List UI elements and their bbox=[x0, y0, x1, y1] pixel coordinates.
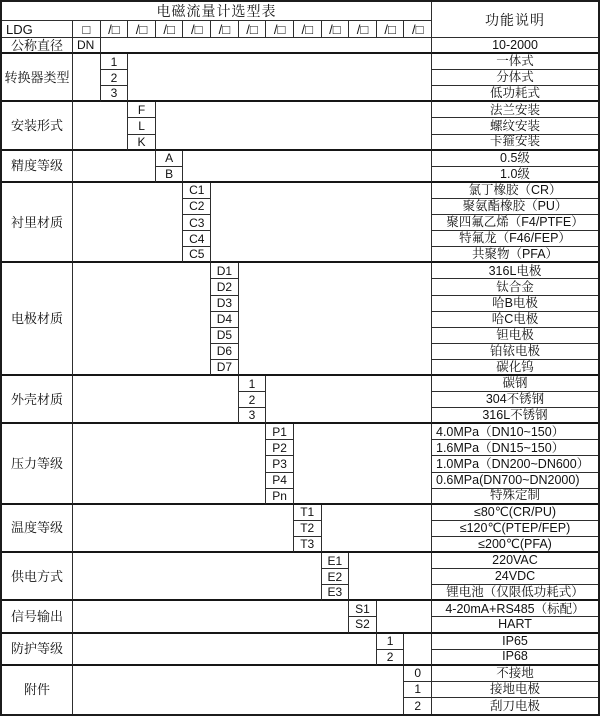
desc-cell: ≤80℃(CR/PU) bbox=[432, 505, 598, 521]
desc-cell: 哈B电极 bbox=[432, 296, 598, 312]
desc-cell: 10-2000 bbox=[432, 38, 598, 54]
category-cell: 电极材质 bbox=[2, 263, 73, 376]
code-box-slot: /□ bbox=[266, 21, 294, 38]
filler-cell bbox=[73, 553, 322, 601]
code-cell: C2 bbox=[183, 199, 211, 215]
filler-cell bbox=[73, 505, 294, 553]
desc-cell: 24VDC bbox=[432, 569, 598, 585]
code-cell: C4 bbox=[183, 231, 211, 247]
function-column-header: 功能说明 bbox=[432, 2, 598, 38]
code-cell: 1 bbox=[377, 634, 405, 650]
desc-cell: 碳化钨 bbox=[432, 360, 598, 376]
desc-cell: 316L电极 bbox=[432, 263, 598, 279]
table-title: 电磁流量计选型表 bbox=[2, 2, 432, 21]
model-prefix: LDG bbox=[2, 21, 73, 38]
desc-cell: 螺纹安装 bbox=[432, 118, 598, 134]
code-cell: A bbox=[156, 151, 184, 167]
category-cell: 安装形式 bbox=[2, 102, 73, 150]
desc-cell: 一体式 bbox=[432, 54, 598, 70]
filler-cell bbox=[239, 263, 432, 376]
code-box-slot: /□ bbox=[183, 21, 211, 38]
code-box-slot: /□ bbox=[239, 21, 267, 38]
code-cell: Pn bbox=[266, 489, 294, 505]
desc-cell: ≤200℃(PFA) bbox=[432, 537, 598, 553]
code-cell: C5 bbox=[183, 247, 211, 263]
desc-cell: 4-20mA+RS485（标配） bbox=[432, 601, 598, 617]
desc-cell: 铂铱电极 bbox=[432, 344, 598, 360]
filler-cell bbox=[404, 634, 432, 666]
code-cell: T3 bbox=[294, 537, 322, 553]
filler-cell bbox=[73, 263, 211, 376]
category-cell: 转换器类型 bbox=[2, 54, 73, 102]
filler-cell bbox=[266, 376, 432, 424]
code-cell: D6 bbox=[211, 344, 239, 360]
code-box-slot: /□ bbox=[349, 21, 377, 38]
desc-cell: IP68 bbox=[432, 650, 598, 666]
code-cell: E1 bbox=[322, 553, 350, 569]
filler-cell bbox=[73, 183, 183, 263]
code-cell: S1 bbox=[349, 601, 377, 617]
desc-cell: 1.6MPa（DN15~150） bbox=[432, 440, 598, 456]
desc-cell: 卡箍安装 bbox=[432, 135, 598, 151]
code-cell: 3 bbox=[239, 408, 267, 424]
filler-cell bbox=[73, 376, 239, 424]
desc-cell: 特殊定制 bbox=[432, 489, 598, 505]
code-cell: 1 bbox=[239, 376, 267, 392]
desc-cell: 钛合金 bbox=[432, 279, 598, 295]
code-cell: P3 bbox=[266, 456, 294, 472]
category-cell: 供电方式 bbox=[2, 553, 73, 601]
code-cell: D1 bbox=[211, 263, 239, 279]
code-cell: D2 bbox=[211, 279, 239, 295]
code-cell: E2 bbox=[322, 569, 350, 585]
desc-cell: 1.0MPa（DN200~DN600） bbox=[432, 456, 598, 472]
filler-cell bbox=[73, 151, 156, 183]
code-box-slot: /□ bbox=[101, 21, 129, 38]
category-cell: 防护等级 bbox=[2, 634, 73, 666]
desc-cell: 刮刀电极 bbox=[432, 698, 598, 714]
code-cell: 1 bbox=[101, 54, 129, 70]
filler-cell bbox=[294, 424, 432, 504]
desc-cell: 钽电极 bbox=[432, 328, 598, 344]
category-cell: 温度等级 bbox=[2, 505, 73, 553]
code-cell: D5 bbox=[211, 328, 239, 344]
category-cell: 压力等级 bbox=[2, 424, 73, 504]
code-cell: C3 bbox=[183, 215, 211, 231]
code-cell: D4 bbox=[211, 312, 239, 328]
filler-cell bbox=[183, 151, 432, 183]
code-cell: P1 bbox=[266, 424, 294, 440]
code-box-slot: /□ bbox=[322, 21, 350, 38]
desc-cell: 低功耗式 bbox=[432, 86, 598, 102]
filler-cell bbox=[73, 424, 266, 504]
code-cell: P2 bbox=[266, 440, 294, 456]
code-cell: 1 bbox=[404, 682, 432, 698]
code-cell: 2 bbox=[404, 698, 432, 714]
desc-cell: 1.0级 bbox=[432, 167, 598, 183]
code-cell: C1 bbox=[183, 183, 211, 199]
desc-cell: 不接地 bbox=[432, 666, 598, 682]
code-cell: D3 bbox=[211, 296, 239, 312]
code-cell: D7 bbox=[211, 360, 239, 376]
desc-cell: 分体式 bbox=[432, 70, 598, 86]
code-cell: T1 bbox=[294, 505, 322, 521]
desc-cell: ≤120℃(PTEP/FEP) bbox=[432, 521, 598, 537]
code-cell: P4 bbox=[266, 473, 294, 489]
code-box-first: □ bbox=[73, 21, 101, 38]
filler-cell bbox=[322, 505, 432, 553]
code-cell: 2 bbox=[101, 70, 129, 86]
category-cell: 附件 bbox=[2, 666, 73, 714]
desc-cell: 316L不锈钢 bbox=[432, 408, 598, 424]
filler-cell bbox=[101, 38, 432, 54]
filler-cell bbox=[73, 102, 128, 150]
desc-cell: 特氟龙（F46/FEP） bbox=[432, 231, 598, 247]
code-cell: T2 bbox=[294, 521, 322, 537]
category-cell: 信号输出 bbox=[2, 601, 73, 633]
filler-cell bbox=[73, 666, 404, 714]
category-cell: 衬里材质 bbox=[2, 183, 73, 263]
category-cell: 外壳材质 bbox=[2, 376, 73, 424]
code-box-slot: /□ bbox=[156, 21, 184, 38]
desc-cell: 聚四氟乙烯（F4/PTFE） bbox=[432, 215, 598, 231]
code-cell: K bbox=[128, 135, 156, 151]
filler-cell bbox=[73, 601, 349, 633]
desc-cell: 哈C电极 bbox=[432, 312, 598, 328]
category-cell: 公称直径 bbox=[2, 38, 73, 54]
desc-cell: 4.0MPa（DN10~150） bbox=[432, 424, 598, 440]
code-cell: DN bbox=[73, 38, 101, 54]
code-cell: 2 bbox=[377, 650, 405, 666]
code-cell: S2 bbox=[349, 617, 377, 633]
code-cell: 3 bbox=[101, 86, 129, 102]
category-cell: 精度等级 bbox=[2, 151, 73, 183]
filler-cell bbox=[377, 601, 432, 633]
code-cell: F bbox=[128, 102, 156, 118]
code-box-slot: /□ bbox=[294, 21, 322, 38]
filler-cell bbox=[156, 102, 432, 150]
desc-cell: 锂电池（仅限低功耗式） bbox=[432, 585, 598, 601]
desc-cell: 304不锈钢 bbox=[432, 392, 598, 408]
code-cell: E3 bbox=[322, 585, 350, 601]
desc-cell: 接地电极 bbox=[432, 682, 598, 698]
filler-cell bbox=[349, 553, 432, 601]
desc-cell: 法兰安装 bbox=[432, 102, 598, 118]
desc-cell: 共聚物（PFA） bbox=[432, 247, 598, 263]
desc-cell: 氯丁橡胶（CR） bbox=[432, 183, 598, 199]
desc-cell: 碳钢 bbox=[432, 376, 598, 392]
desc-cell: HART bbox=[432, 617, 598, 633]
code-cell: B bbox=[156, 167, 184, 183]
filler-cell bbox=[128, 54, 432, 102]
desc-cell: IP65 bbox=[432, 634, 598, 650]
code-cell: L bbox=[128, 118, 156, 134]
filler-cell bbox=[211, 183, 432, 263]
desc-cell: 0.5级 bbox=[432, 151, 598, 167]
desc-cell: 0.6MPa(DN700~DN2000) bbox=[432, 473, 598, 489]
filler-cell bbox=[73, 634, 377, 666]
code-box-slot: /□ bbox=[128, 21, 156, 38]
code-box-slot: /□ bbox=[377, 21, 405, 38]
desc-cell: 220VAC bbox=[432, 553, 598, 569]
code-cell: 0 bbox=[404, 666, 432, 682]
code-box-slot: /□ bbox=[211, 21, 239, 38]
code-cell: 2 bbox=[239, 392, 267, 408]
desc-cell: 聚氨酯橡胶（PU） bbox=[432, 199, 598, 215]
code-box-slot: /□ bbox=[404, 21, 432, 38]
filler-cell bbox=[73, 54, 101, 102]
